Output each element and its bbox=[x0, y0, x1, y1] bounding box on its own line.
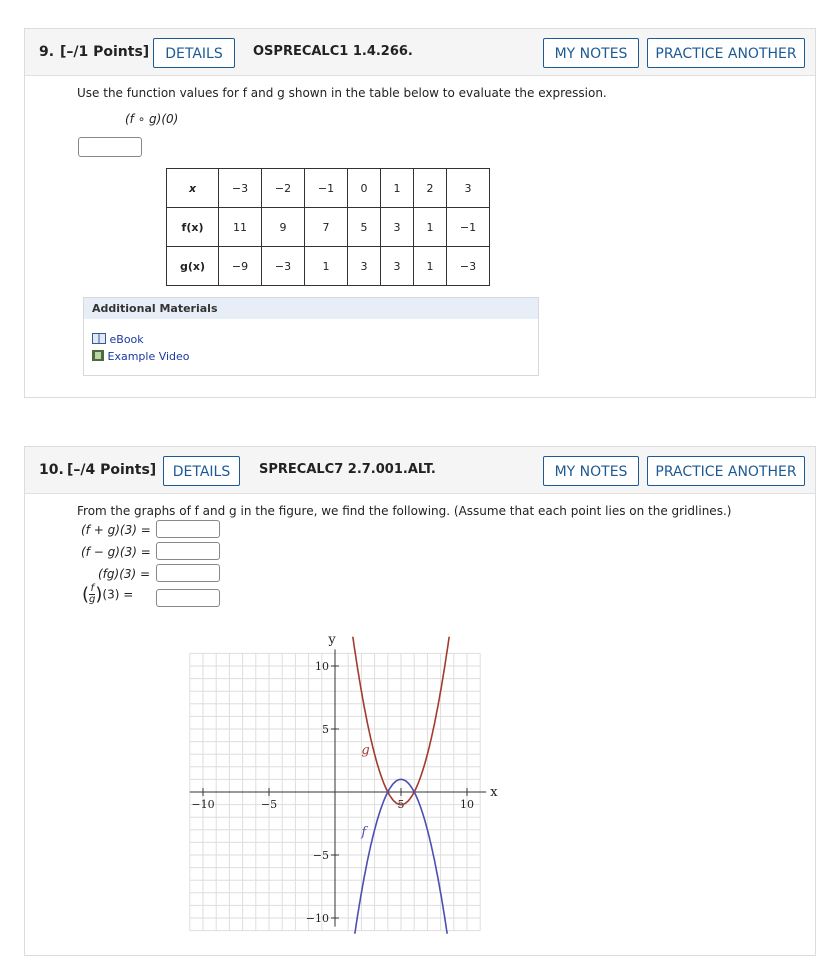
table-cell: 1 bbox=[305, 247, 348, 286]
example-video-link[interactable] bbox=[92, 350, 190, 363]
video-label: Example Video bbox=[107, 350, 190, 363]
table-row bbox=[167, 208, 490, 247]
sum-input[interactable] bbox=[156, 520, 220, 538]
table-cell: 1 bbox=[414, 208, 447, 247]
table-cell: 3 bbox=[381, 208, 414, 247]
question-10-code: SPRECALC7 2.7.001.ALT. bbox=[259, 462, 436, 477]
table-cell: 11 bbox=[219, 208, 262, 247]
table-cell: −3 bbox=[219, 169, 262, 208]
x-tick-label: −10 bbox=[191, 798, 215, 811]
x-tick-label: −5 bbox=[260, 798, 278, 811]
quotient-fraction: $\frac{f}{g}$ bbox=[89, 583, 96, 605]
table-cell: 3 bbox=[348, 247, 381, 286]
answer-input[interactable] bbox=[78, 137, 142, 157]
question-9-instruction: Use the function values for f and g shown in the table below to evaluate the expression. bbox=[77, 86, 607, 100]
x-axis-label: x bbox=[490, 785, 498, 800]
question-10-points: [–/4 Points] bbox=[67, 462, 157, 478]
product-label: (fg)(3) = bbox=[98, 567, 151, 581]
table-header-f: f(x) bbox=[167, 208, 219, 247]
x-tick-label: 5 bbox=[397, 798, 405, 811]
y-tick-label: 10 bbox=[315, 660, 329, 673]
ebook-label: eBook bbox=[109, 333, 144, 346]
question-9-points: [–/1 Points] bbox=[60, 44, 150, 60]
y-tick-label: 5 bbox=[322, 723, 329, 736]
table-cell: 7 bbox=[305, 208, 348, 247]
sum-label: (f + g)(3) = bbox=[81, 523, 151, 537]
table-cell: 9 bbox=[262, 208, 305, 247]
table-cell: −2 bbox=[262, 169, 305, 208]
practice-another-button[interactable]: PRACTICE ANOTHER bbox=[647, 38, 805, 68]
book-icon bbox=[92, 333, 106, 344]
table-header-x: x bbox=[167, 169, 219, 208]
f-curve-label: f bbox=[361, 825, 367, 841]
product-input[interactable] bbox=[156, 564, 220, 582]
table-cell: 3 bbox=[381, 247, 414, 286]
table-cell: 1 bbox=[381, 169, 414, 208]
table-cell: −1 bbox=[305, 169, 348, 208]
details-button[interactable]: DETAILS bbox=[153, 38, 235, 68]
additional-materials-heading: Additional Materials bbox=[84, 298, 538, 319]
x-tick-label: 10 bbox=[460, 798, 474, 811]
table-row bbox=[167, 247, 490, 286]
question-10-number: 10. bbox=[39, 462, 64, 478]
my-notes-button[interactable]: MY NOTES bbox=[543, 456, 639, 486]
y-axis-label: y bbox=[328, 632, 336, 648]
table-cell: 3 bbox=[447, 169, 490, 208]
table-cell: 0 bbox=[348, 169, 381, 208]
my-notes-button[interactable]: MY NOTES bbox=[543, 38, 639, 68]
table-row bbox=[167, 169, 490, 208]
function-graph bbox=[155, 625, 498, 935]
difference-label: (f − g)(3) = bbox=[81, 545, 151, 559]
question-10-instruction: From the graphs of f and g in the figure, we find the following. (Assume that each point lies on the gridlines.) bbox=[77, 504, 732, 518]
table-cell: −3 bbox=[447, 247, 490, 286]
table-header-g: g(x) bbox=[167, 247, 219, 286]
question-9-header bbox=[25, 29, 815, 76]
question-10-card bbox=[24, 446, 816, 956]
ebook-link[interactable] bbox=[92, 333, 144, 346]
question-9-number: 9. bbox=[39, 44, 55, 60]
question-9-code: OSPRECALC1 1.4.266. bbox=[253, 44, 413, 59]
film-icon bbox=[92, 350, 104, 361]
additional-materials-panel bbox=[83, 297, 539, 376]
function-values-table bbox=[166, 168, 490, 286]
difference-input[interactable] bbox=[156, 542, 220, 560]
table-cell: −1 bbox=[447, 208, 490, 247]
table-cell: −3 bbox=[262, 247, 305, 286]
table-cell: 5 bbox=[348, 208, 381, 247]
y-tick-label: −5 bbox=[312, 849, 329, 862]
g-curve-label: g bbox=[361, 743, 370, 759]
quotient-label-text: (3) = bbox=[102, 587, 134, 602]
quotient-input[interactable] bbox=[156, 589, 220, 607]
question-9-expression: (f ∘ g)(0) bbox=[125, 112, 179, 126]
table-cell: −9 bbox=[219, 247, 262, 286]
details-button[interactable]: DETAILS bbox=[163, 456, 240, 486]
y-tick-label: −10 bbox=[305, 912, 329, 925]
quotient-label: ( $\frac{f}{g}$ )(3) = bbox=[82, 583, 134, 605]
table-cell: 2 bbox=[414, 169, 447, 208]
question-10-header bbox=[25, 447, 815, 494]
table-cell: 1 bbox=[414, 247, 447, 286]
practice-another-button[interactable]: PRACTICE ANOTHER bbox=[647, 456, 805, 486]
question-9-card bbox=[24, 28, 816, 398]
